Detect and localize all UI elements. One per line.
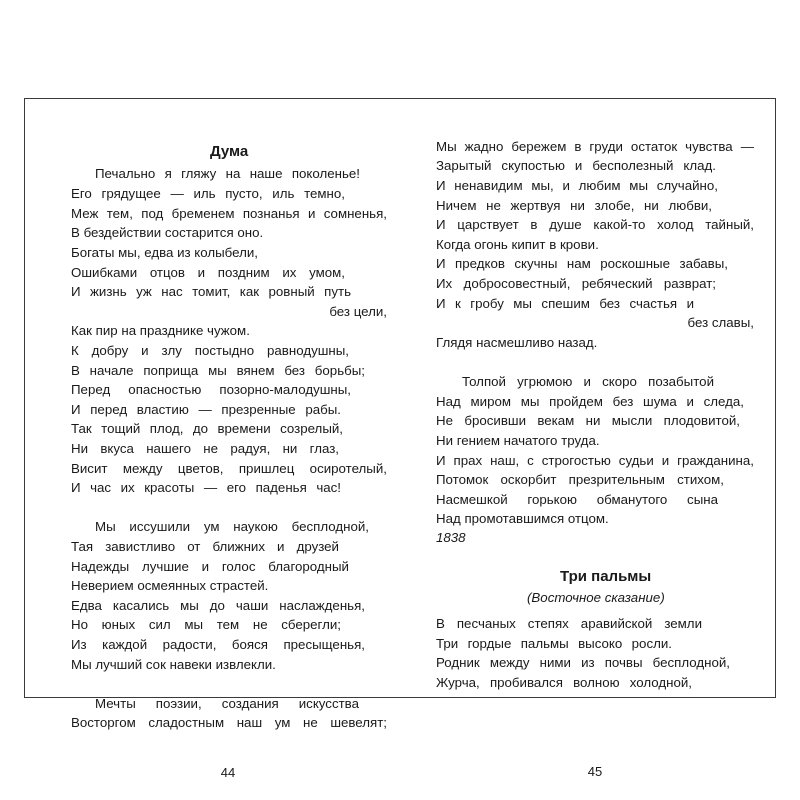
poem-line: Ни вкуса нашего не радуя, ни глаз, <box>71 441 339 456</box>
poem-line: Зарытый скупостью и бесполезный клад. <box>436 158 716 173</box>
poem-title-duma: Дума <box>210 143 249 160</box>
page-number-left: 44 <box>220 765 236 780</box>
left-page <box>25 99 425 780</box>
poem-line: И к гробу мы спешим без счастья и <box>436 296 694 311</box>
poem-line: В начале поприща мы вянем без борьбы; <box>71 363 365 378</box>
poem-line: И жизнь уж нас томит, как ровный путь <box>71 284 351 299</box>
poem-line: Меж тем, под бременем познанья и сомненья, <box>71 206 387 221</box>
poem-line: Богаты мы, едва из колыбели, <box>71 245 258 260</box>
poem-line: Тая завистливо от ближних и друзей <box>71 539 339 554</box>
poem-line: Глядя насмешливо назад. <box>436 335 598 350</box>
poem-line: Восторгом сладостным наш ум не шевелят; <box>71 715 387 730</box>
poem-line: Ничем не жертвуя ни злобе, ни любви, <box>436 198 712 213</box>
poem-line: Толпой угрюмою и скоро позабытой <box>462 374 714 389</box>
poem-line: без славы, <box>687 315 754 330</box>
poem-line: И предков скучны нам роскошные забавы, <box>436 256 728 271</box>
poem-line: Насмешкой горькою обманутого сына <box>436 492 718 507</box>
poem-line: Мечты поэзии, создания искусства <box>95 696 359 711</box>
poem-line: Над промотавшимся отцом. <box>436 511 609 526</box>
poem-line: Висит между цветов, пришлец осиротелый, <box>71 461 387 476</box>
poem-line: Не бросивши векам ни мысли плодовитой, <box>436 413 740 428</box>
poem-line: Их добросовестный, ребяческий разврат; <box>436 276 716 291</box>
poem-line: Когда огонь кипит в крови. <box>436 237 599 252</box>
page-number-right: 45 <box>587 764 603 779</box>
poem-line: И прах наш, с строгостью судьи и гражданина, <box>436 453 754 468</box>
poem-line: Из каждой радости, бояся пресыщенья, <box>71 637 365 652</box>
poem-date: 1838 <box>436 530 466 545</box>
poem-line: И царствует в душе какой-то холод тайный, <box>436 217 754 232</box>
poem-line: И ненавидим мы, и любим мы случайно, <box>436 178 718 193</box>
poem-line: Печально я гляжу на наше поколенье! <box>95 166 360 181</box>
poem-line: Как пир на празднике чужом. <box>71 323 250 338</box>
poem-line: Ни гением начатого труда. <box>436 433 600 448</box>
poem-line: К добру и злу постыдно равнодушны, <box>71 343 349 358</box>
poem-line: Перед опасностью позорно-малодушны, <box>71 382 351 397</box>
poem-line: В бездействии состарится оно. <box>71 225 264 240</box>
poem-line: Едва касались мы до чаши наслажденья, <box>71 598 365 613</box>
poem-line: Но юных сил мы тем не сберегли; <box>71 617 341 632</box>
poem-line: Мы жадно бережем в груди остаток чувства — <box>436 139 754 154</box>
poem-line: без цели, <box>329 304 387 319</box>
poem-line: Журча, пробивался волною холодной, <box>436 675 692 690</box>
poem-line: Над миром мы пройдем без шума и следа, <box>436 394 744 409</box>
poem-line: Три гордые пальмы высоко росли. <box>436 636 672 651</box>
poem-line: Надежды лучшие и голос благородный <box>71 559 349 574</box>
poem-title-tri-palmy: Три пальмы <box>560 568 652 585</box>
poem-line: Неверием осмеянных страстей. <box>71 578 269 593</box>
poem-line: И час их красоты — его паденья час! <box>71 480 341 495</box>
poem-line: Потомок оскорбит презрительным стихом, <box>436 472 724 487</box>
poem-line: В песчаных степях аравийской земли <box>436 616 702 631</box>
poem-subtitle: (Восточное сказание) <box>527 590 665 605</box>
poem-line: Так тощий плод, до времени созрелый, <box>71 421 343 436</box>
poem-line: Его грядущее — иль пусто, иль темно, <box>71 186 345 201</box>
poem-line: И перед властию — презренные рабы. <box>71 402 341 417</box>
poem-line: Мы лучший сок навеки извлекли. <box>71 657 276 672</box>
poem-line: Родник между ними из почвы бесплодной, <box>436 655 730 670</box>
poem-line: Мы иссушили ум наукою бесплодной, <box>95 519 369 534</box>
poem-line: Ошибками отцов и поздним их умом, <box>71 265 345 280</box>
